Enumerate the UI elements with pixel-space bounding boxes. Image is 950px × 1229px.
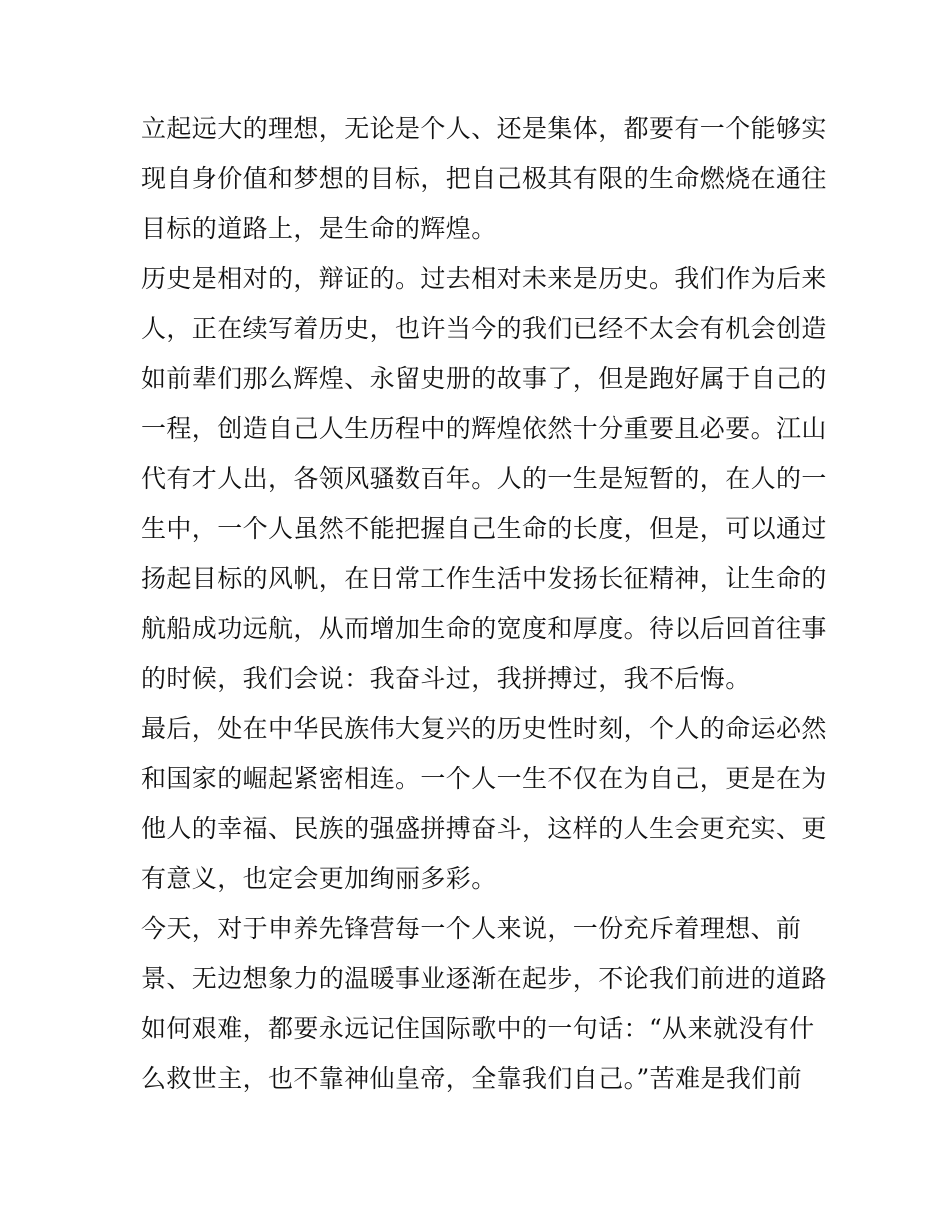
text-line: 生中，一个人虽然不能把握自己生命的长度，但是，可以通过 bbox=[141, 514, 827, 543]
text-line: 目标的道路上，是生命的辉煌。 bbox=[141, 214, 497, 243]
text-line: 人，正在续写着历史，也许当今的我们已经不太会有机会创造 bbox=[141, 314, 827, 343]
document-body bbox=[141, 104, 827, 1104]
text-line: 如前辈们那么辉煌、永留史册的故事了，但是跑好属于自己的 bbox=[141, 364, 827, 393]
text-line: 和国家的崛起紧密相连。一个人一生不仅在为自己，更是在为 bbox=[141, 764, 827, 793]
text-line: 么救世主，也不靠神仙皇帝，全靠我们自己。”苦难是我们前 bbox=[141, 1064, 803, 1093]
text-line: 有意义，也定会更加绚丽多彩。 bbox=[141, 864, 497, 893]
text-line: 历史是相对的，辩证的。过去相对未来是历史。我们作为后来 bbox=[141, 264, 827, 293]
text-line: 现自身价值和梦想的目标，把自己极其有限的生命燃烧在通往 bbox=[141, 164, 827, 193]
text-line: 航船成功远航，从而增加生命的宽度和厚度。待以后回首往事 bbox=[141, 614, 827, 643]
text-line: 今天，对于申养先锋营每一个人来说，一份充斥着理想、前 bbox=[141, 914, 802, 943]
text-line: 如何艰难，都要永远记住国际歌中的一句话：“从来就没有什 bbox=[141, 1014, 815, 1043]
text-line: 扬起目标的风帆，在日常工作生活中发扬长征精神，让生命的 bbox=[141, 564, 827, 593]
text-line: 他人的幸福、民族的强盛拼搏奋斗，这样的人生会更充实、更 bbox=[141, 814, 827, 843]
text-line: 景、无边想象力的温暖事业逐渐在起步，不论我们前进的道路 bbox=[141, 964, 827, 993]
text-line: 一程，创造自己人生历程中的辉煌依然十分重要且必要。江山 bbox=[141, 414, 827, 443]
text-line: 立起远大的理想，无论是个人、还是集体，都要有一个能够实 bbox=[141, 114, 827, 143]
text-line: 最后，处在中华民族伟大复兴的历史性时刻，个人的命运必然 bbox=[141, 714, 827, 743]
text-line: 代有才人出，各领风骚数百年。人的一生是短暂的，在人的一 bbox=[141, 464, 827, 493]
text-line: 的时候，我们会说：我奋斗过，我拼搏过，我不后悔。 bbox=[141, 664, 751, 693]
